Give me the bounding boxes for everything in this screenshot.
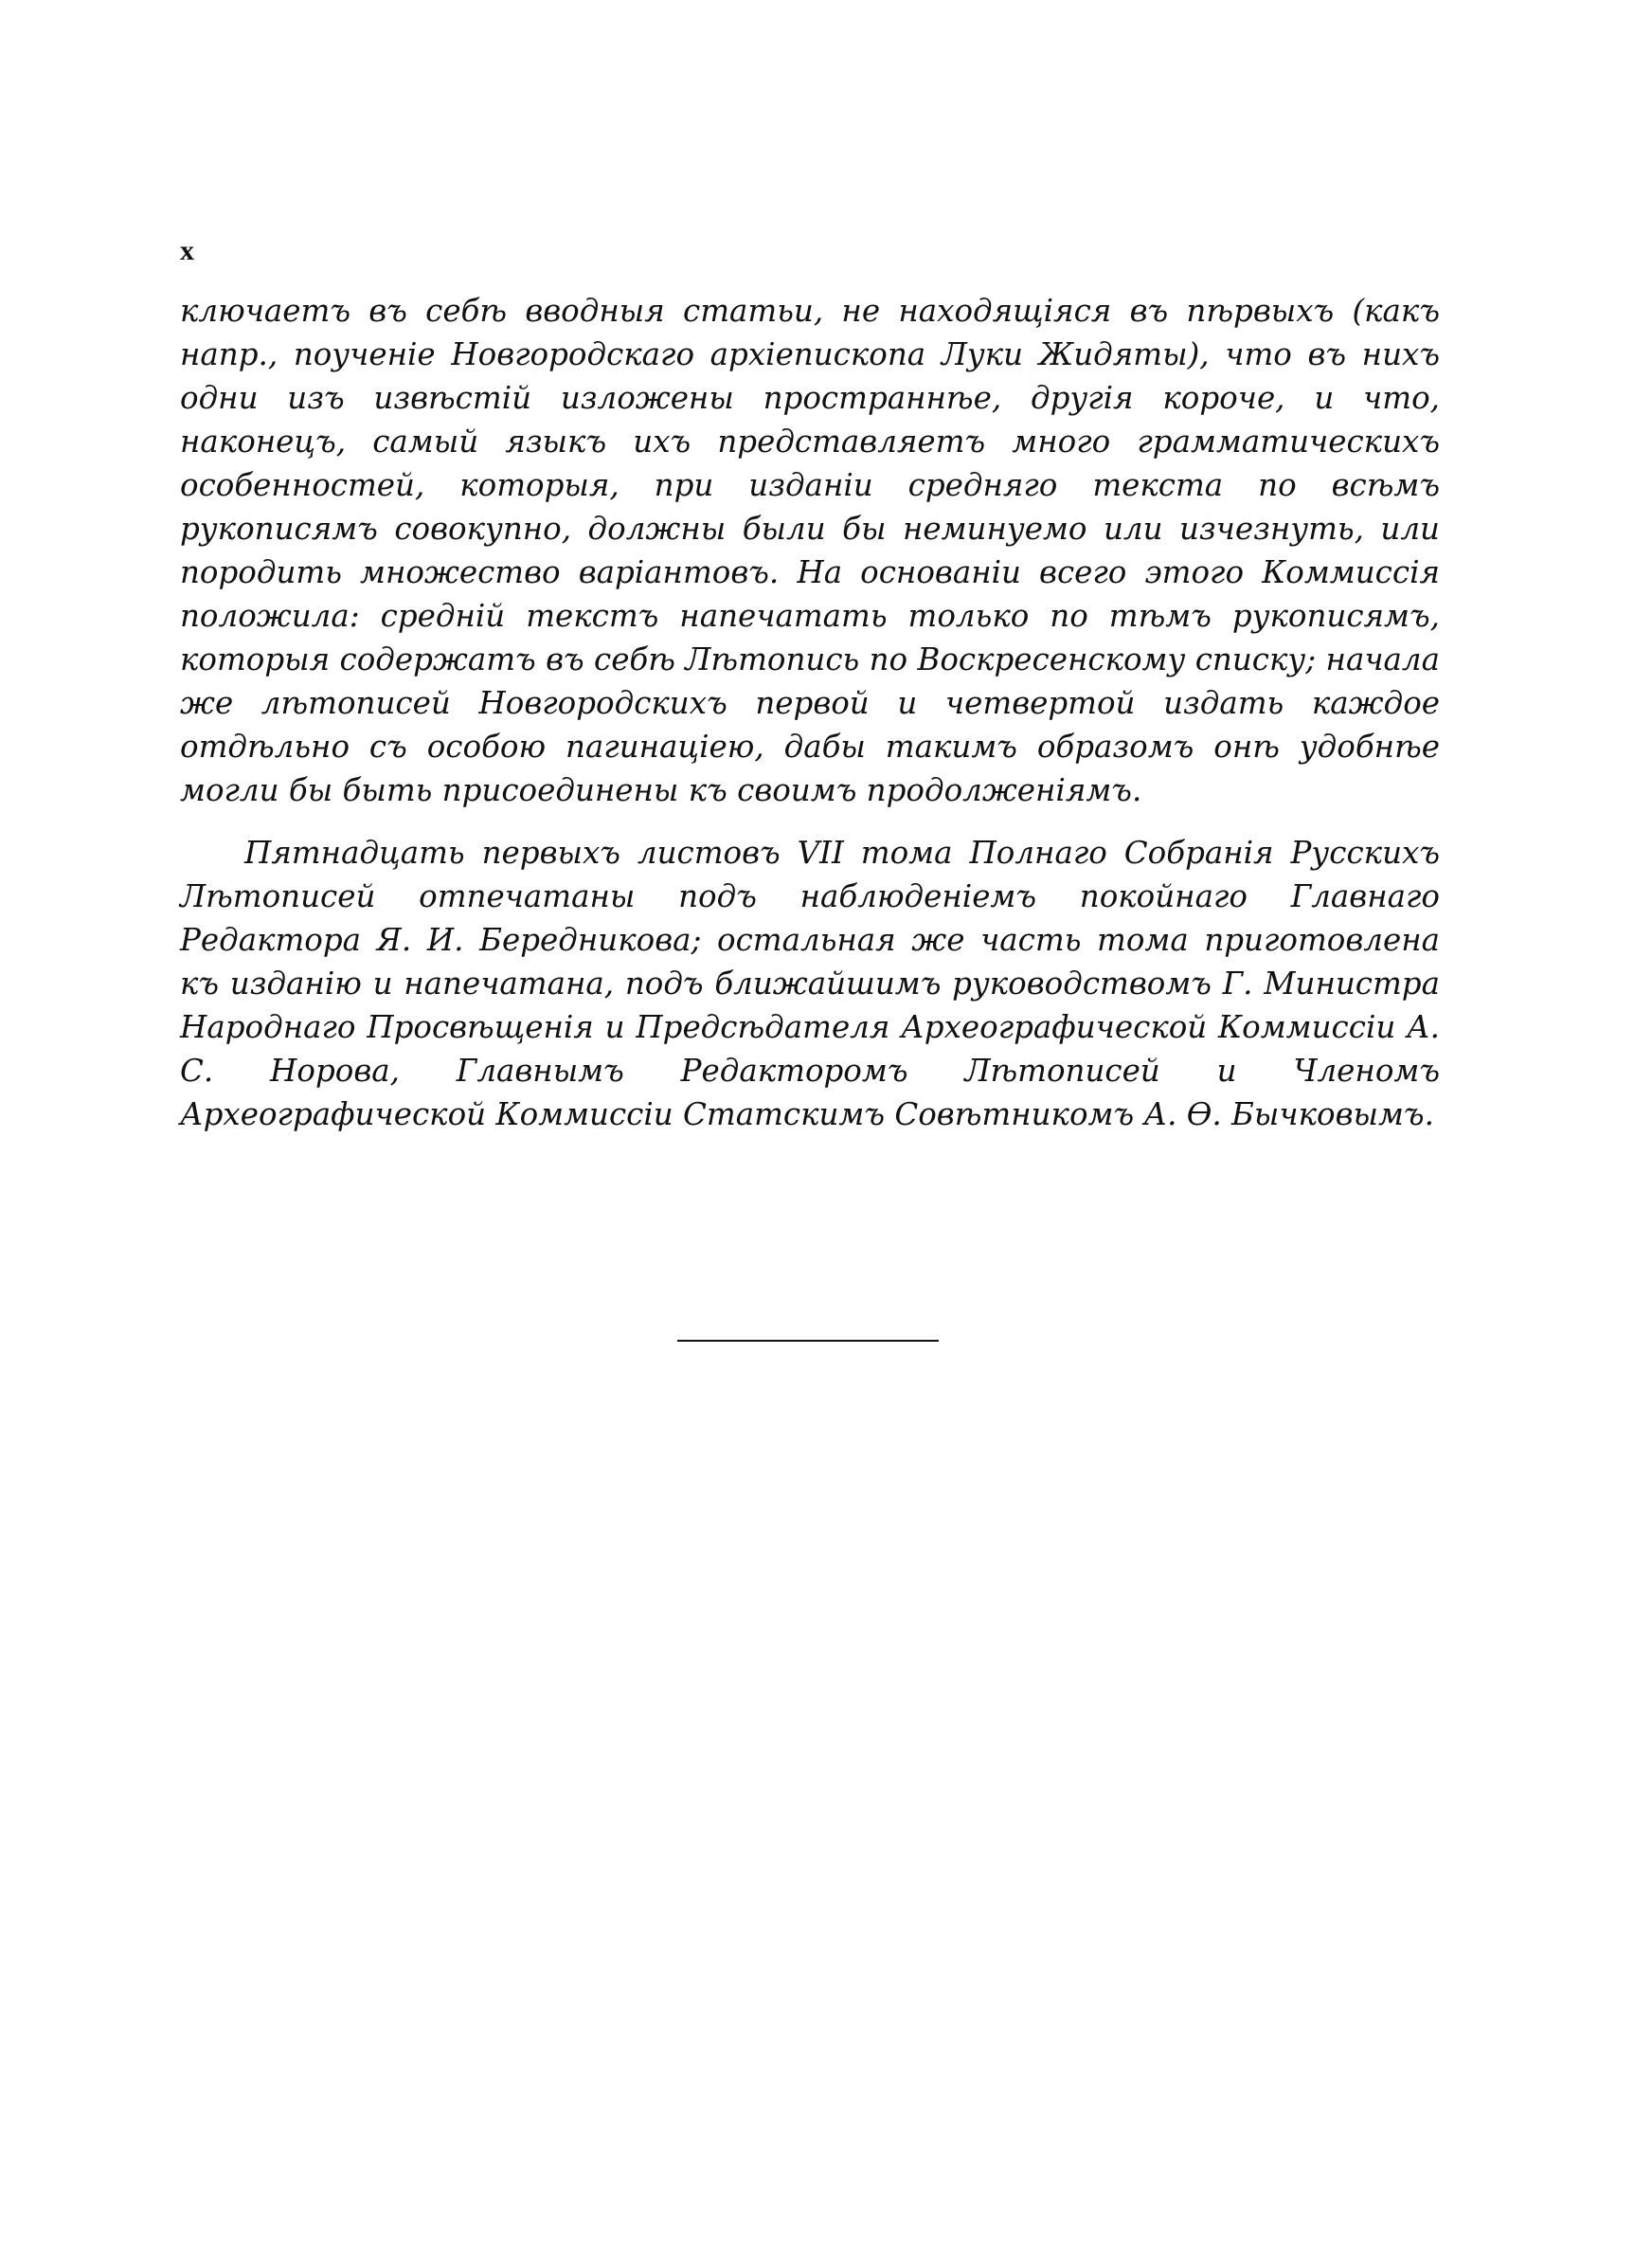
section-end-rule: [677, 1340, 939, 1342]
page-number: x: [180, 235, 194, 266]
body-text: [180, 289, 1440, 1136]
paragraph-2: Пятнадцать первыхъ листовъ VII тома Полнаго Собранія Русскихъ Лѣтописей отпечатаны подъ наблюденіемъ покойнаго Главнаго Редактора Я. И. Бередникова; остальная же часть тома приготовлена къ изданію и напечатана, подъ ближайшимъ руководствомъ Г. Министра Народнаго Просвѣщенія и Предсѣдателя Археографической Коммиссіи А. С. Норова, Главнымъ Редакторомъ Лѣтописей и Членомъ Археографической Коммиссіи Статскимъ Совѣтникомъ А. Ѳ. Бычковымъ.: [180, 835, 1440, 1132]
paragraph-1: ключаетъ въ себѣ вводныя статьи, не находящіяся въ пѣрвыхъ (какъ напр., поученіе Новгородскаго архіепископа Луки Жидяты), что въ нихъ одни изъ извѣстій изложены пространнѣе, другія короче, и что, наконецъ, самый языкъ ихъ представляетъ много грамматическихъ особенностей, которыя, при изданіи средняго текста по всѣмъ рукописямъ совокупно, должны были бы неминуемо или изчезнуть, или породить множество варіантовъ. На основаніи всего этого Коммиссія положила: средній текстъ напечатать только по тѣмъ рукописямъ, которыя содержатъ въ себѣ Лѣтопись по Воскресенскому списку; начала же лѣтописей Новгородскихъ первой и четвертой издать каждое отдѣльно съ особою пагинаціею, дабы такимъ образомъ онѣ удобнѣе могли бы быть присоединены къ своимъ продолженіямъ.: [180, 293, 1440, 808]
